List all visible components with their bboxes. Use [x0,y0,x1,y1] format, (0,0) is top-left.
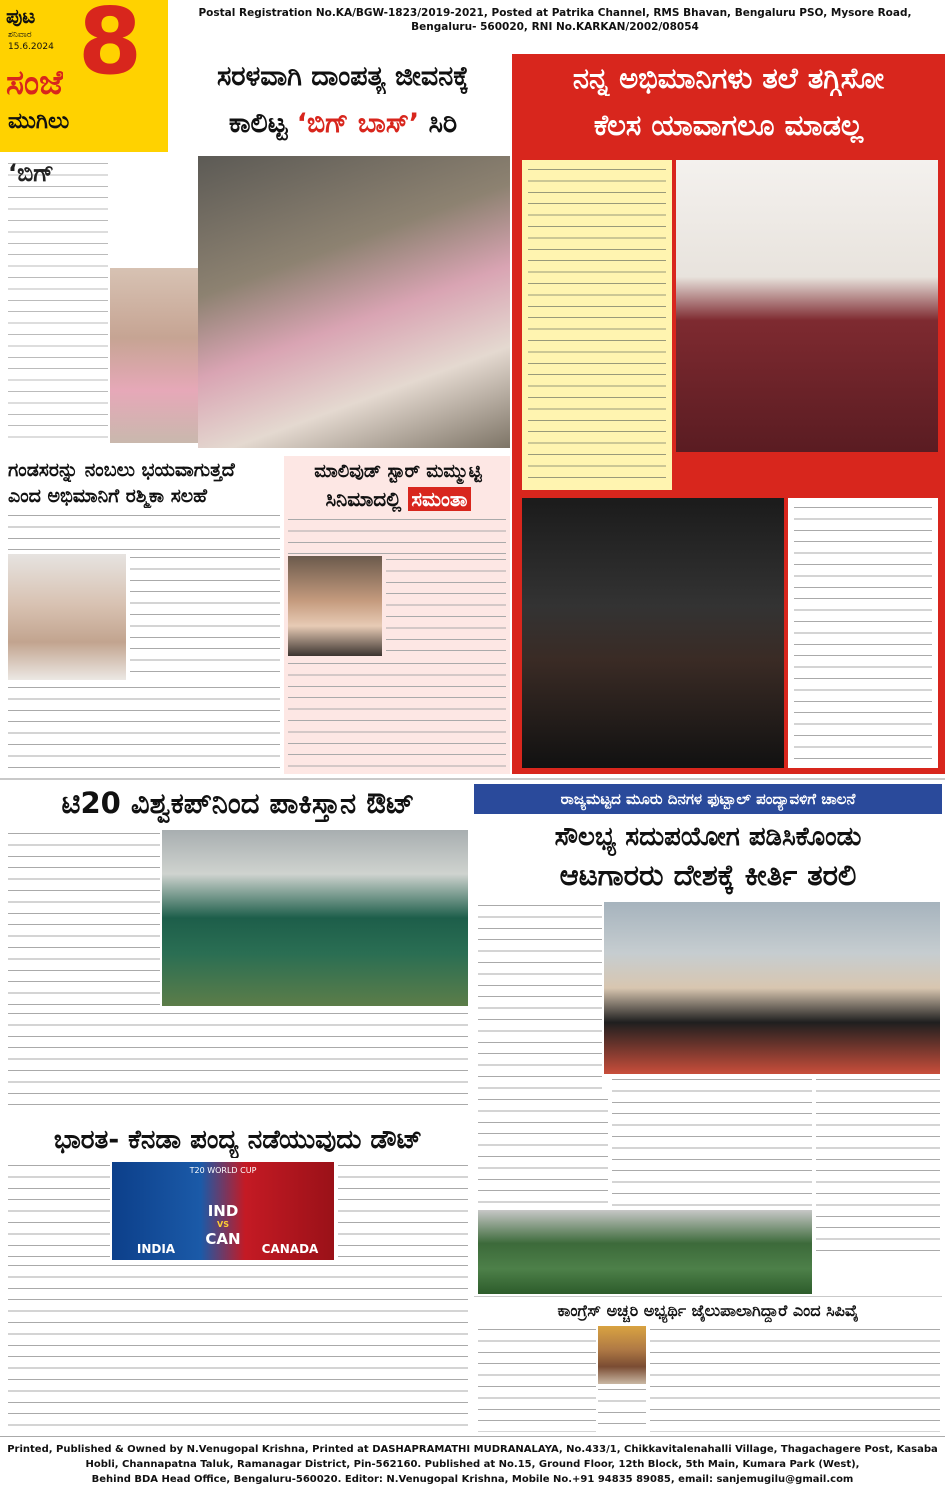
story5-col1-lines [8,830,160,1010]
footer-line-2: Hobli, Channapatna Taluk, Ramanagar District, Pin-562160. Published at No.15, Ground Floor, 12th Block, 5th Main, Kumara Park (West), [85,1459,860,1470]
story7-col3-lines [338,1162,468,1260]
story8-divider [474,1296,942,1297]
story1-headline-2b: ‘ಬಿಗ್ ಬಾಸ್’ [296,108,420,139]
story6-headline-1: ಸೌಲಭ್ಯ ಸದುಪಯೋಗ ಪಡಿಸಿಕೊಂಡು [554,822,862,852]
story4-headline-2a: ಸಿನಿಮಾದಲ್ಲಿ [325,487,402,511]
registration-line: Postal Registration No.KA/BGW-1823/2019-2021, Posted at Patrika Channel, RMS Bhavan, Bengaluru PSO, Mysore Road, Bengaluru- 560020, RNI No.KARKAN/2002/08054 [198,7,912,33]
poster-vs: VS [217,1220,229,1229]
story8-col1-lines [478,1326,596,1432]
footer-line-3: Behind BDA Head Office, Bengaluru-560020. Editor: N.Venugopal Krishna, Mobile No.+91 94835 89085, email: sanjemugilu@gmail.com [91,1474,854,1485]
cpy-photo [598,1326,646,1384]
rashmika-photo [8,554,126,680]
masthead-day: ಶನಿವಾರ [8,30,32,40]
story1-headline-2c: ಸಿರಿ [428,108,458,139]
imprint-footer [0,1436,945,1490]
poster-team1: IND [207,1202,239,1220]
story4-headline-2 [288,486,508,512]
football-inauguration-photo [604,902,940,1074]
story6-col1b-lines [478,1096,608,1206]
story2-side-lines [794,504,932,762]
pakistan-team-photo [162,830,468,1006]
footer-line-1: Printed, Published & Owned by N.Venugopal Krishna, Printed at DASHAPRAMATHI MUDRANALAYA, No.433/1, Chikkavitalenahalli Village, Thagachagere Post, Kasaba [7,1444,938,1455]
story1-headline-2a: ಕಾಲಿಟ್ಟ [228,108,288,139]
masthead-date: 15.6.2024 [8,42,54,52]
story6-headline-2: ಆಟಗಾರರು ದೇಶಕ್ಕೆ ಕೀರ್ತಿ ತರಲಿ [559,858,857,892]
masthead-block [0,0,168,152]
poster-team2: CAN [205,1230,241,1248]
story3-headline-1: ಗಂಡಸರನ್ನು ನಂಬಲು ಭಯವಾಗುತ್ತದೆ [8,459,235,481]
samantha-photo [288,556,382,656]
poster-india: INDIA [136,1242,176,1256]
story1-headline-1: ಸರಳವಾಗಿ ದಾಂಪತ್ಯ ಜೀವನಕ್ಕೆ [216,61,470,92]
story2-headline-2: ಕೆಲಸ ಯಾವಾಗಲೂ ಮಾಡಲ್ಲ [593,108,864,142]
story6-col3-lines [816,1076,940,1256]
ind-can-poster [112,1162,334,1260]
story4-lead-lines [288,516,506,554]
section-divider [0,778,945,780]
football-match-photo [478,1210,812,1294]
story5-bottom-lines [8,1010,468,1114]
story3-headline-2: ಎಂದ ಅಭಿಮಾನಿಗೆ ರಶ್ಮಿಕಾ ಸಲಹೆ [8,485,208,507]
masthead-name-top: ಸಂಜೆ [6,63,64,103]
page-number: 8 [78,0,143,92]
story3-bottom-lines [8,684,280,770]
poster-canada: CANADA [261,1242,319,1256]
story6-kicker: ರಾಜ್ಯಮಟ್ಟದ ಮೂರು ದಿನಗಳ ಫುಟ್ಬಾಲ್ ಪಂದ್ಯಾವಳಿಗೆ ಚಾಲನೆ [474,784,942,814]
page-label: ಪುಟ [6,4,36,28]
story5-headline: ಟಿ20 ವಿಶ್ವಕಪ್‌ನಿಂದ ಪಾಕಿಸ್ತಾನ ಔಟ್ [61,786,415,820]
story4-headline-1: ಮಾಲಿವುಡ್ ಸ್ಟಾರ್ ಮಮ್ಮುಟ್ಟಿ [314,461,482,482]
story1-headline-2 [178,104,508,144]
story6-col1-lines [478,902,602,1094]
story2-text-lines [528,166,666,484]
story8-body-lines [650,1326,940,1432]
story4-col-lines [386,556,506,656]
story6-col2-lines [612,1076,812,1206]
story2-text-box [522,160,672,490]
story4-headline-2b: ಸಮಂತಾ [408,487,470,511]
sirij-portrait-photo [110,268,198,443]
story7-headline: ಭಾರತ- ಕೆನಡಾ ಪಂದ್ಯ ನಡೆಯುವುದು ಡೌಟ್ [53,1125,423,1155]
yash-portrait-photo [522,498,784,768]
story1-text-lines [8,160,108,440]
yash-smiling-photo [676,160,938,452]
wedding-photo [198,156,510,448]
story1-body-col1 [8,160,108,450]
story3-lead-lines [8,512,280,552]
story4-bottom-lines [288,660,506,770]
story7-col1-lines [8,1162,110,1260]
story8-photo-lines [598,1386,646,1432]
story8-headline: ಕಾಂಗ್ರೆಸ್ ಅಚ್ಚರಿ ಅಭ್ಯರ್ಥಿ ಜೈಲುಪಾಲಾಗಿದ್ದಾರೆ ಎಂದ ಸಿಪಿವೈ [557,1301,859,1320]
story3-col-lines [130,554,280,680]
story2-side-text [788,498,938,768]
story1-dropcap: ‘ಬಿಗ್ [8,160,55,187]
masthead-name-bottom: ಮುಗಿಲು [8,109,70,134]
story2-headline-1: ನನ್ನ ಅಭಿಮಾನಿಗಳು ತಲೆ ತಗ್ಗಿಸೋ [572,61,885,95]
poster-cup-text: T20 WORLD CUP [189,1166,257,1175]
story7-bottom-lines [8,1262,468,1432]
